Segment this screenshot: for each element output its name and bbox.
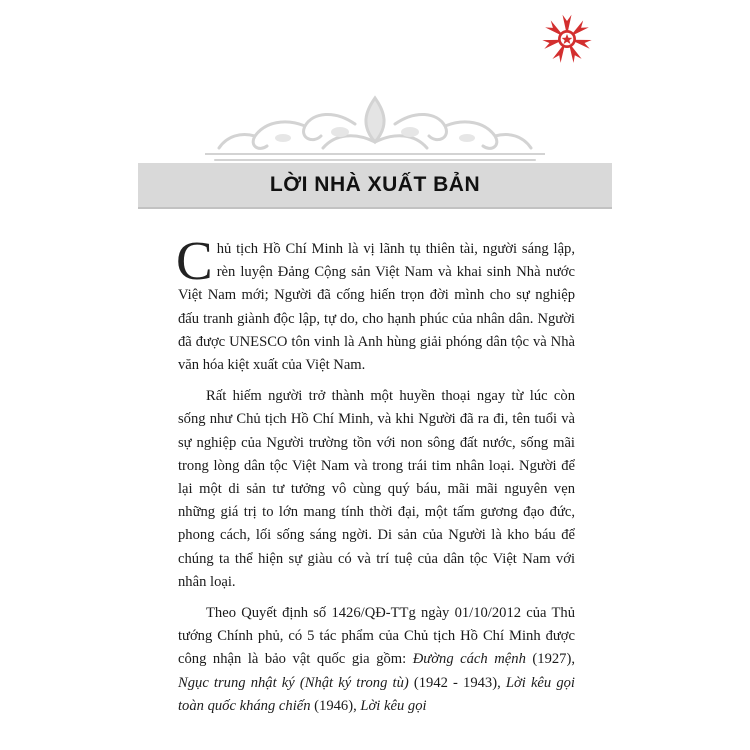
body-text xyxy=(176,230,575,718)
paragraph-3 xyxy=(178,602,575,718)
decorative-ornament xyxy=(205,92,545,162)
work-title-1: Đường cách mệnh xyxy=(412,651,526,668)
p3-text-4: (1946), xyxy=(310,697,361,714)
work-title-2: Ngục trung nhật ký (Nhật ký trong tù) xyxy=(178,674,409,691)
p3-text-2: (1927), xyxy=(525,651,575,668)
section-title: LỜI NHÀ XUẤT BẢN xyxy=(269,173,481,196)
p3-text-3: (1942 - 1943), xyxy=(408,674,506,691)
section-title-band xyxy=(138,163,612,209)
work-title-4: Lời kêu gọi xyxy=(360,697,427,714)
p3-text-1: Theo Quyết định số 1426/QĐ-TTg ngày 01/10/2012 của Thủ tướng Chính phủ, có 5 tác phẩm của Chủ tịch Hồ Chí Minh được công nhận là bảo vật quốc gia gồm: xyxy=(178,605,575,668)
drop-cap: C xyxy=(176,230,213,291)
paragraph-1 xyxy=(176,230,575,377)
paragraph-1-text: hủ tịch Hồ Chí Minh là vị lãnh tụ thiên tài, người sáng lập, rèn luyện Đảng Cộng sản Việt Nam và khai sinh Nhà nước Việt Nam mới; Người đã cống hiến trọn đời mình cho sự nghiệp đấu tranh giành độc lập, tự do, cho hạnh phúc của nhân dân. Người đã được UNESCO tôn vinh là Anh hùng giải phóng dân tộc và Nhà văn hóa kiệt xuất của Việt Nam. xyxy=(178,241,575,374)
publisher-emblem-icon xyxy=(540,12,594,66)
work-title-3: Lời kêu gọi toàn quốc kháng chiến xyxy=(178,674,575,714)
paragraph-2: Rất hiếm người trở thành một huyền thoại ngay từ lúc còn sống như Chủ tịch Hồ Chí Minh, và khi Người đã ra đi, tên tuổi và sự nghiệp của Người trường tồn với non sông đất nước, sống mãi trong lòng dân tộc Việt Nam và trong trái tim nhân loại. Người để lại một di sản tư tưởng vô cùng quý báu, mãi mãi nguyên vẹn những giá trị to lớn mang tính thời đại, một tấm gương đạo đức, phong cách, lối sống sáng ngời. Di sản của Người là kho báu để chúng ta thể hiện sự giàu có và trí tuệ của dân tộc Việt Nam với nhân loại. xyxy=(178,388,575,590)
